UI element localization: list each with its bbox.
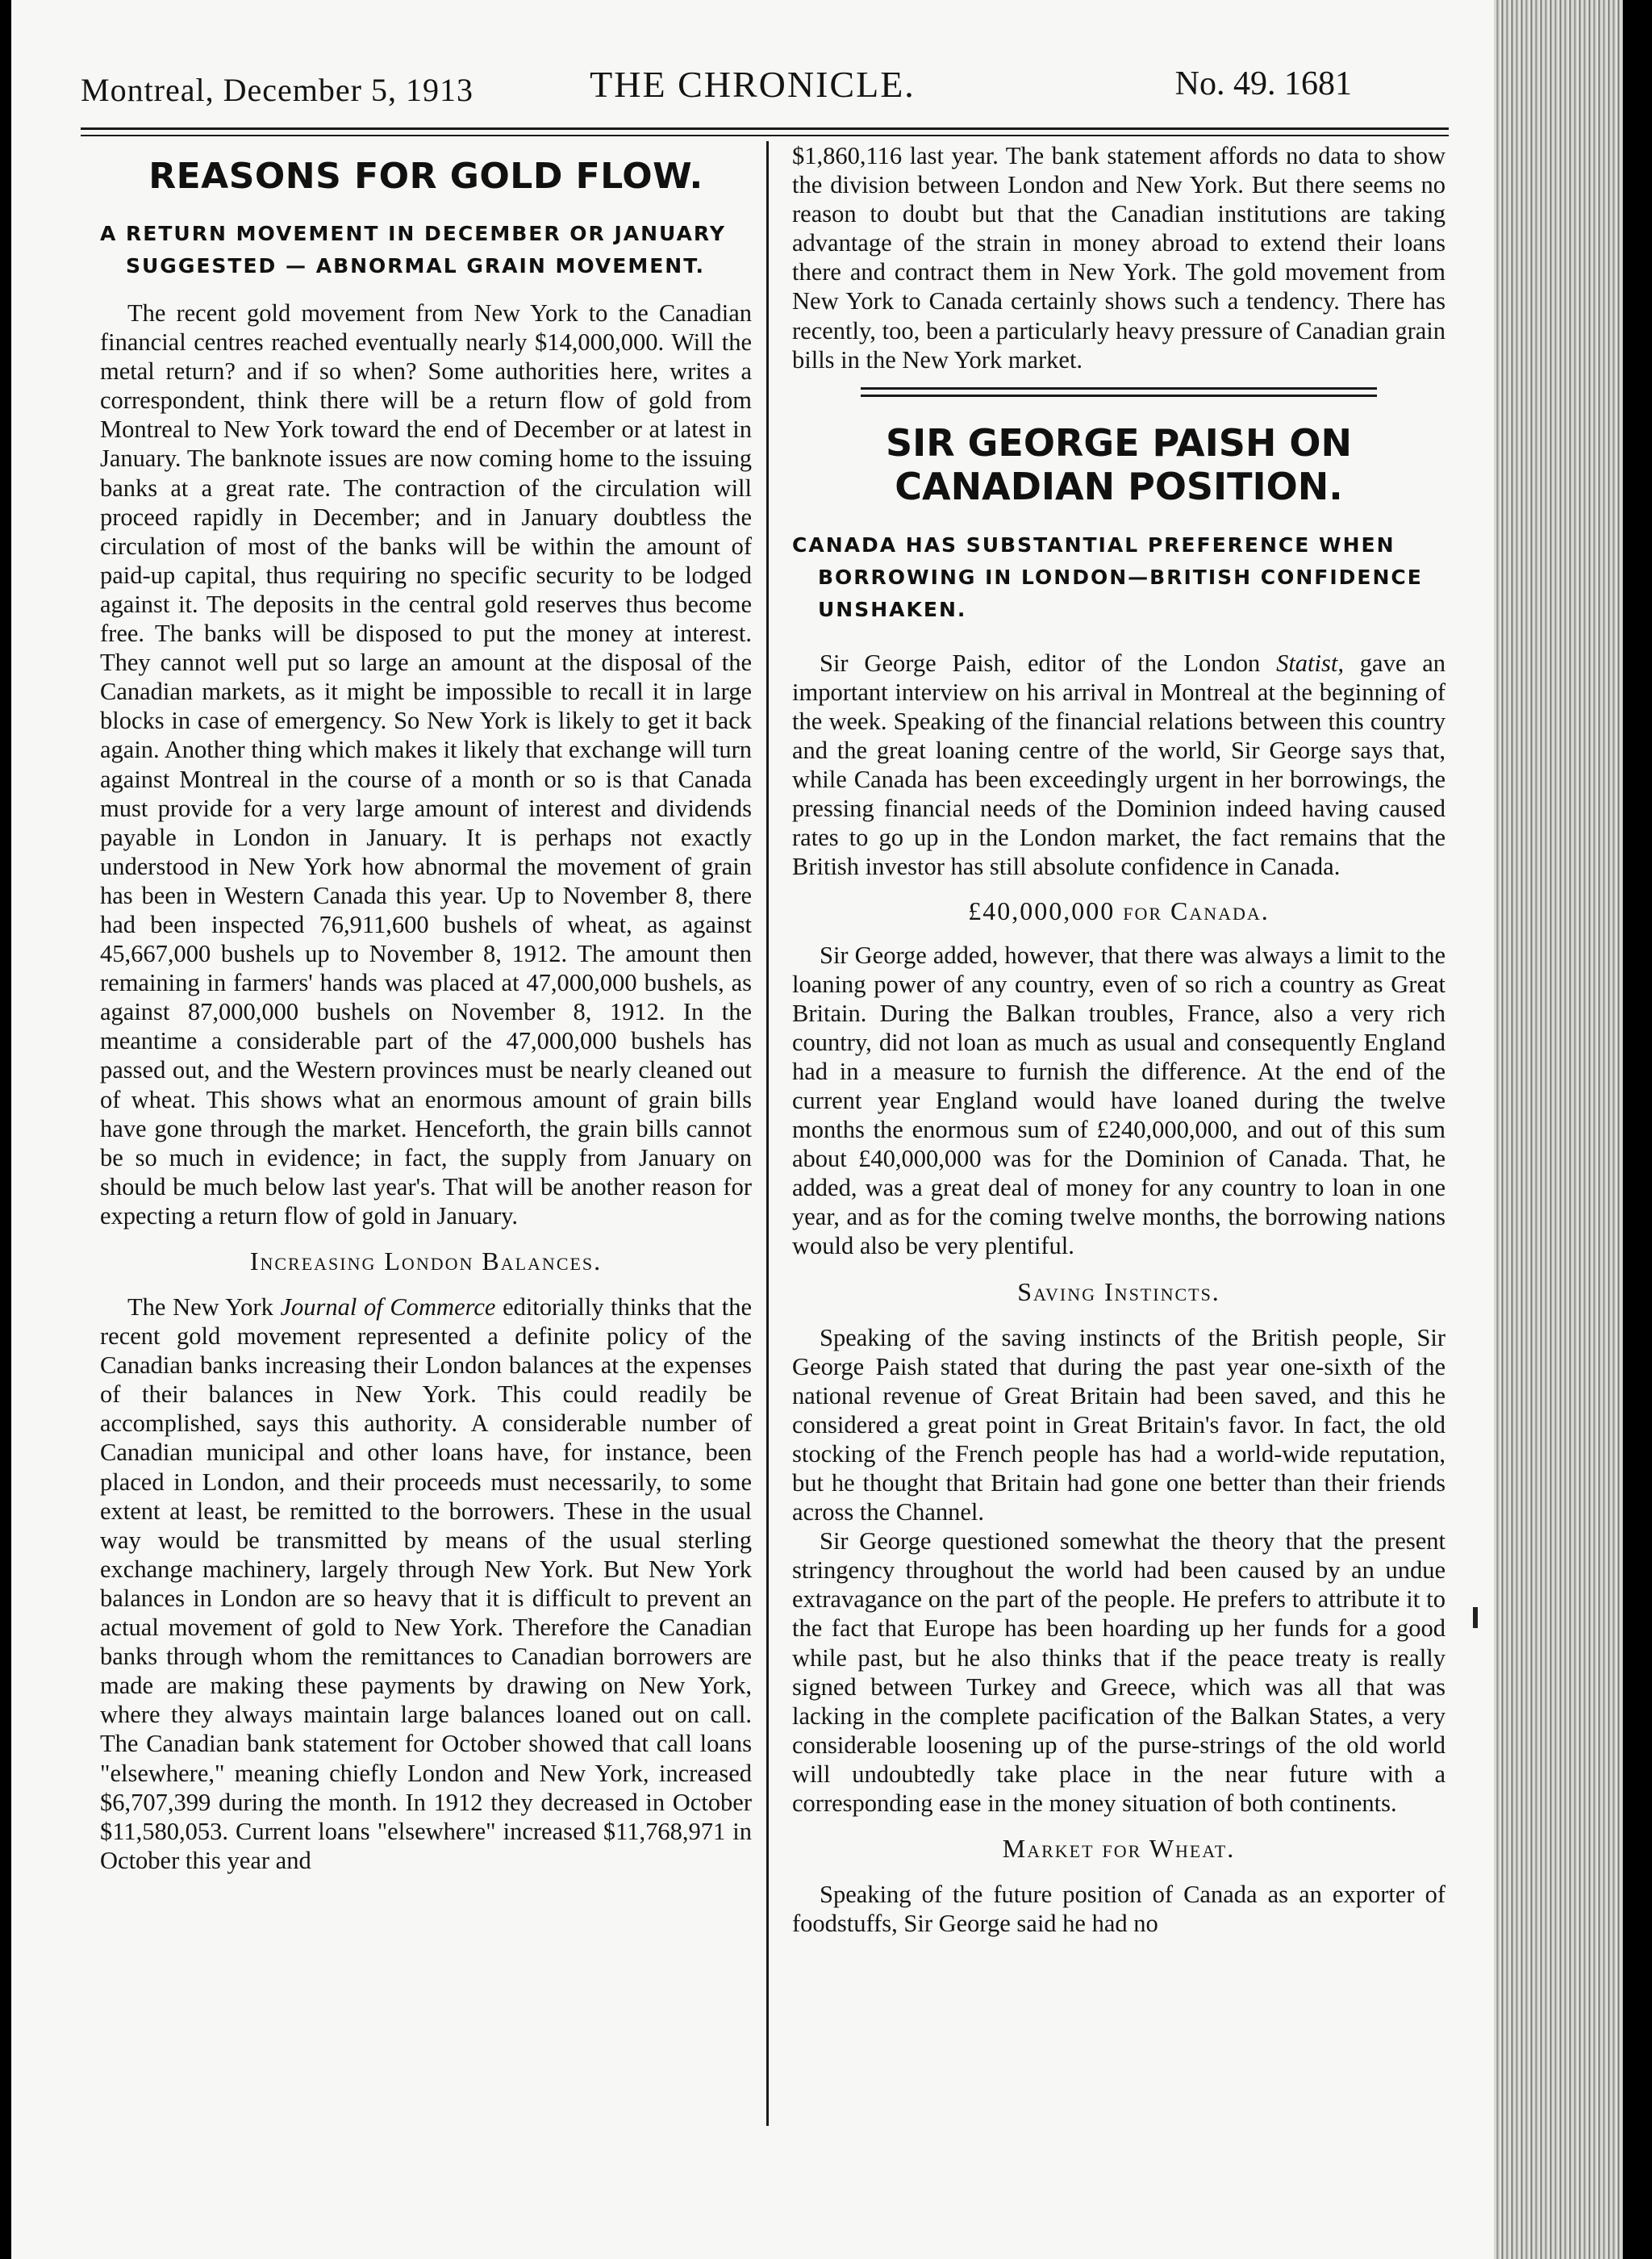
issue-and-page-number: No. 49. 1681 [1174, 65, 1352, 102]
article-paragraph-continued: $1,860,116 last year. The bank statement affords no data to show the division between London and New York. But there seems no reason to doubt but that the Canadian institutions are taking advantage of the strain in money abroad to extend their loans there and contract them in New York. The gold movement from New York to Canada certainly shows such a tendency. There has recently, too, been a particularly heavy pressure of Canadian grain bills in the New York market. [792, 142, 1446, 374]
article-sir-george-paish [792, 421, 1446, 1939]
article-paragraph [792, 649, 1446, 882]
left-column [100, 141, 752, 1875]
paragraph-text: The New York [127, 1293, 281, 1321]
article-paragraph: Speaking of the saving instincts of the British people, Sir George Paish stated that during the past year one-sixth of the national revenue of Great Britain had been saved, and this he considered a great point in Great Britain's favor. In fact, the old stocking of the French people has had a world-wide reputation, but he thought that Britain had gone one better than their friends across the Channel. [792, 1323, 1446, 1526]
paragraph-text: editorially thinks that the recent gold movement represented a definite policy of the Canadian banks increasing their London balances at the expenses of their balances in New York. This could readily be accomplished, says this authority. A considerable number of Canadian municipal and other loans have, for instance, been placed in London, and their proceeds must necessarily, to some extent at least, be remitted to the borrowers. These in the usual way would be transmitted by means of the usual sterling exchange machinery, largely through New York. But New York balances in London are so heavy that it is difficult to prevent an actual movement of gold to New York. Therefore the Canadian banks through whom the remittances to Canadian borrowers are made are making these payments by drawing on New York, where they always maintain large balances loaned out on call. The Canadian bank statement for October showed that call loans "elsewhere," meaning chiefly London and New York, increased $6,707,399 during the month. In 1912 they decreased in October $11,580,053. Current loans "elsewhere" increased $11,768,971 in October this year and [100, 1293, 752, 1874]
article-paragraph: Sir George added, however, that there was always a limit to the loaning power of any country, even of so rich a country as Great Britain. During the Balkan troubles, France, also a very rich country, did not loan as much as usual and consequently England had in a measure to furnish the difference. At the end of the current year England would have loaned during the twelve months the enormous sum of £240,000,000, and out of this sum about £40,000,000 was for the Dominion of Canada. That, he added, was a great deal of money for any country to loan in one year, and as for the coming twelve months, the borrowing nations would also be very plentiful. [792, 941, 1446, 1260]
section-subhead: Market for Wheat. [1002, 1834, 1236, 1864]
header-rule [81, 127, 1449, 136]
article-paragraph [100, 1292, 752, 1875]
section-subhead: £40,000,000 for Canada. [968, 896, 1270, 925]
article-paragraph: Speaking of the future position of Canada as an exporter of foodstuffs, Sir George said he had no [792, 1881, 1446, 1938]
article-reasons-for-gold-flow [100, 156, 752, 1875]
paragraph-text: Sir George Paish, editor of the London [820, 649, 1277, 677]
article-deck: A RETURN MOVEMENT IN DECEMBER OR JANUARY SUGGESTED — ABNORMAL GRAIN MOVEMENT. [100, 222, 726, 278]
article-headline [792, 421, 1446, 508]
article-paragraph: The recent gold movement from New York to the Canadian financial centres reached eventually nearly $14,000,000. Will the metal return? and if so when? Some authorities here, writes a correspondent, think there will be a return flow of gold from Montreal to New York toward the end of December or at latest in January. The banknote issues are now coming home to the issuing banks at a great rate. The contraction of the circulation will proceed rapidly in December; and in January doubtless the circulation of most of the banks will be within the amount of paid-up capital, thus requiring no specific security to be lodged against it. The deposits in the central gold reserves thus become free. The banks will be disposed to put the money at interest. They cannot well put so large an amount at the disposal of the Canadian markets, as it might be impossible to recall it in large blocks in case of emergency. So New York is likely to get it back again. Another thing which makes it likely that exchange will turn against Montreal in the course of a month or so is that Canada must provide for a very large amount of interest and dividends payable in London in January. It is perhaps not exactly understood in New York how abnormal the movement of grain has been in Western Canada this year. Up to November 8, there had been inspected 76,911,600 bushels of wheat, as against 45,667,000 bushels up to November 8, 1912. The amount then remaining in farmers' hands was placed at 47,000,000 bushels, as against 87,000,000 bushels on November 8, 1912. In the meantime a considerable part of the 47,000,000 bushels has passed out, and the Western provinces must be nearly cleaned out of wheat. This shows what an enormous amount of grain bills have gone through the market. Henceforth, the grain bills cannot be so much in evidence; in fact, the supply from January on should be much below last year's. That will be another reason for expecting a return flow of gold in January. [100, 299, 752, 1230]
publication-name: Statist, [1276, 649, 1344, 677]
article-deck: CANADA HAS SUBSTANTIAL PREFERENCE WHEN BORROWING IN LONDON—BRITISH CONFIDENCE UNSHAKEN. [792, 532, 1423, 621]
publication-title: THE CHRONICLE. [590, 64, 916, 105]
column-rule [766, 141, 769, 2126]
article-headline: REASONS FOR GOLD FLOW. [148, 156, 703, 197]
article-paragraph: Sir George questioned somewhat the theory that the present stringency throughout the world had been caused by an undue extravagance on the part of the people. He prefers to attribute it to the fact that Europe has been hoarding up her funds for a good while past, but he also thinks that if the peace treaty is really signed between Turkey and Greece, which was all that was lacking in the complete pacification of the Balkan States, a very considerable loosening up of the purse-strings of the old world will undoubtedly take place in the near future with a corresponding ease in the money situation of both continents. [792, 1527, 1446, 1818]
section-subhead: Increasing London Balances. [249, 1246, 603, 1276]
section-subhead: Saving Instincts. [1017, 1276, 1220, 1306]
newspaper-page [11, 0, 1494, 2259]
dateline: Montreal, December 5, 1913 [81, 72, 473, 108]
headline-line: CANADIAN POSITION. [895, 464, 1343, 508]
headline-line: SIR GEORGE PAISH ON [885, 420, 1353, 465]
book-spine-edge [1494, 0, 1623, 2259]
section-separator-rule [861, 387, 1377, 397]
publication-name: Journal of Commerce [280, 1293, 496, 1321]
paragraph-text: gave an important interview on his arrival in Montreal at the beginning of the week. Speaking of the financial relations between this country and the great loaning centre of the world, Sir George says that, while Canada has been exceedingly urgent in her borrowings, the pressing financial needs of the Dominion indeed having caused rates to go up in the London market, the fact remains that the British investor has still absolute confidence in Canada. [792, 649, 1446, 881]
margin-mark [1473, 1607, 1478, 1628]
right-column [792, 141, 1446, 1938]
running-head [11, 63, 1494, 115]
